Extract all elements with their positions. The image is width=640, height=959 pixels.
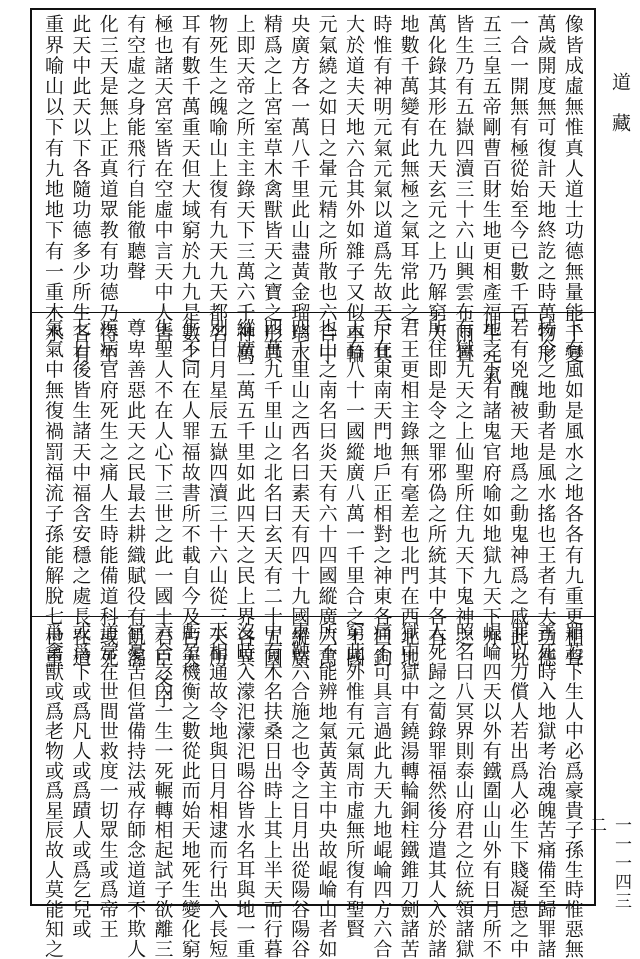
text-column: 尊卑善惡此天之民最去耕織賦役有飢渴 xyxy=(124,318,147,669)
text-column: 極也諸天宮室皆在空虛中言天中人皆 xyxy=(151,14,174,344)
text-column: 四千里山之西名曰素天有四十九國縱廣 xyxy=(288,318,311,669)
text-column: 罪以力償人若出爲人必生下賤凝愚之中 xyxy=(507,622,530,959)
text-column: 戶在東南天門地戶正相對之神東各曰鉤 xyxy=(370,318,393,669)
text-column: 車鞅六合施之也令之日月出從陽谷陽谷 xyxy=(288,622,311,959)
text-column: 精爲之上宮室草木禽獸皆天之寶之形其 xyxy=(260,14,283,365)
text-column: 官憂苦但當備持法戒存師念道道不欺人 xyxy=(124,622,147,959)
text-column: 所住即是令之罪邪偽之所統其中各有 xyxy=(425,318,448,648)
panel-top xyxy=(32,12,594,385)
text-column: 爲禽獸或爲老物或爲星辰故人莫能知之 xyxy=(42,622,64,959)
text-column: 化三天是無上正真道眾教有功德乃得生 xyxy=(96,14,119,365)
text-column: 天有八十一國縱廣八萬一千里合之土國 xyxy=(342,318,365,669)
text-column: 痛不可具言過此九天九地崐崘四方六合 xyxy=(370,622,393,959)
text-column: 崐崘四天以外有鐵圍山山外有日月所不 xyxy=(479,622,502,959)
text-column: 地數千萬變有此無極之氣耳常此之 xyxy=(397,14,420,323)
text-column: 上即天帝之所主主錄天下三萬六千神萬 xyxy=(233,14,256,365)
text-column: 大於道夫天地六合其外如雜子又似車輪 xyxy=(342,14,365,365)
text-column: 君王更相主錄無有毫差也北門在西北地 xyxy=(397,318,420,669)
text-column: 生聖人不在人心下三世之此一國土君臣父子 xyxy=(151,318,174,710)
text-column: 善死時入地獄考治魂魄苦痛備至歸罪諸 xyxy=(534,622,557,959)
text-column: 六合之內一生一死輾轉相起試子欲離三 xyxy=(151,622,174,959)
text-column: 持令之地動者是風水搖也王者有大功德 xyxy=(534,318,557,669)
text-column: 疾病官府死生之痛人生時能備道科或死 xyxy=(96,318,119,669)
text-column: 縱廣二萬五千里如此四天之民上界各異 xyxy=(233,318,256,669)
text-column: 地之下有諸鬼官府喻如地獄九天下亦 xyxy=(479,318,502,648)
text-column: 元氣繞之如日之暈元精之所散也六合中 xyxy=(315,14,338,365)
panel-divider xyxy=(32,312,594,313)
text-column: 有獄九天之上仙聖所住九天下鬼神之 xyxy=(452,318,475,648)
text-column: 虧盈機衡之數從此而始天地死生變化窮 xyxy=(178,622,201,959)
panel-middle xyxy=(32,316,594,710)
text-column: 中有木名扶桑日出時上其上半天而行暮 xyxy=(260,622,283,959)
text-column: 萬化錄其形在九天玄元之上乃解窮天 xyxy=(425,14,448,344)
text-column: 七日後皆生諸天中福含安穩之處長在道 xyxy=(69,318,92,669)
text-column: 氣氣中無復禍罰福流子孫能解脫七世重 xyxy=(42,318,64,669)
text-column: 像皆成虛無惟真人道士功德無量能千變 xyxy=(561,14,584,365)
page-number: 一一一四三二 xyxy=(586,816,631,911)
text-column: 也山之南名曰炎天有六十四國縱廣六萬 xyxy=(315,318,338,669)
text-column: 道常在世間世救度一切眾生或爲帝王 xyxy=(96,622,119,939)
text-column: 時惟有神明元氣元氣以道爲先故天下其 xyxy=(370,14,393,365)
text-column: 央廣方各一萬八千里此山盡黃金瑠璃水 xyxy=(288,14,311,365)
text-column: 此天中此天以下各隨功德多少所生各有 xyxy=(69,14,92,365)
text-frame xyxy=(30,8,596,959)
text-column: 生不同在人罪福故書所不載自今及古天 xyxy=(178,318,201,669)
text-column: 或爲下或爲凡人或爲蹟人或爲乞兒或 xyxy=(69,622,92,939)
text-column: 萬歲開度無可復計天地終訖之時萬物形 xyxy=(534,14,557,365)
text-column: 所不能辨地氣黃黃主中央故崐崘山者如 xyxy=(315,622,338,959)
text-column: 有空虛之身能飛行自能徹聽聲 xyxy=(124,14,147,282)
text-column: 皆生乃有五嶽四瀆三十六山興雲布雨置 xyxy=(452,14,475,365)
text-column: 下有風如是風水之地各各有九重更相聲 xyxy=(561,318,584,669)
text-column: 若有兇醜被天地爲之動鬼神爲之戚此九 xyxy=(507,318,530,669)
text-column: 耳有數千萬重天但大域窮於九九是數之 xyxy=(178,14,201,365)
panel-divider xyxy=(32,616,594,617)
text-column: 沒時入濛汜濛汜暘谷皆水名耳與地一重 xyxy=(233,622,256,959)
text-column: 照名曰八冥界則泰山府君之位統領諸獄 xyxy=(452,622,475,959)
text-column: 窮此外惟有元氣周市虛無所復有聖賢 xyxy=(342,622,365,939)
text-column: 重界喻山以下有九地地下有一重木水 xyxy=(42,14,64,344)
text-column: 獄中獄中有鐃湯轉輪銅柱鐵錐刀劍諸苦 xyxy=(397,622,420,959)
panel-bottom xyxy=(32,620,594,959)
text-column: 四萬九千里山之北名曰玄天有二十五國 xyxy=(260,318,283,669)
text-column: 一合一開無有極從始至今已數千百 xyxy=(507,14,530,323)
text-column: 五三皇五帝剛曹百財生地更相產福生元氣 xyxy=(479,14,502,385)
text-column: 物死生之魄喻山上復有九天九天都名 xyxy=(206,14,229,344)
text-column: 人死歸之蔔錄罪福然後分遣其人入於諸 xyxy=(425,622,448,959)
collection-title: 道藏 xyxy=(609,72,631,154)
text-column: 別日月星辰五嶽四瀆三十六山從三天所 xyxy=(206,318,229,669)
text-column: 水相通故令地與日月相逮而行出入長短 xyxy=(206,622,229,959)
text-column: 罪若下生人中必爲豪貴子孫生時惟惡無 xyxy=(561,622,584,959)
